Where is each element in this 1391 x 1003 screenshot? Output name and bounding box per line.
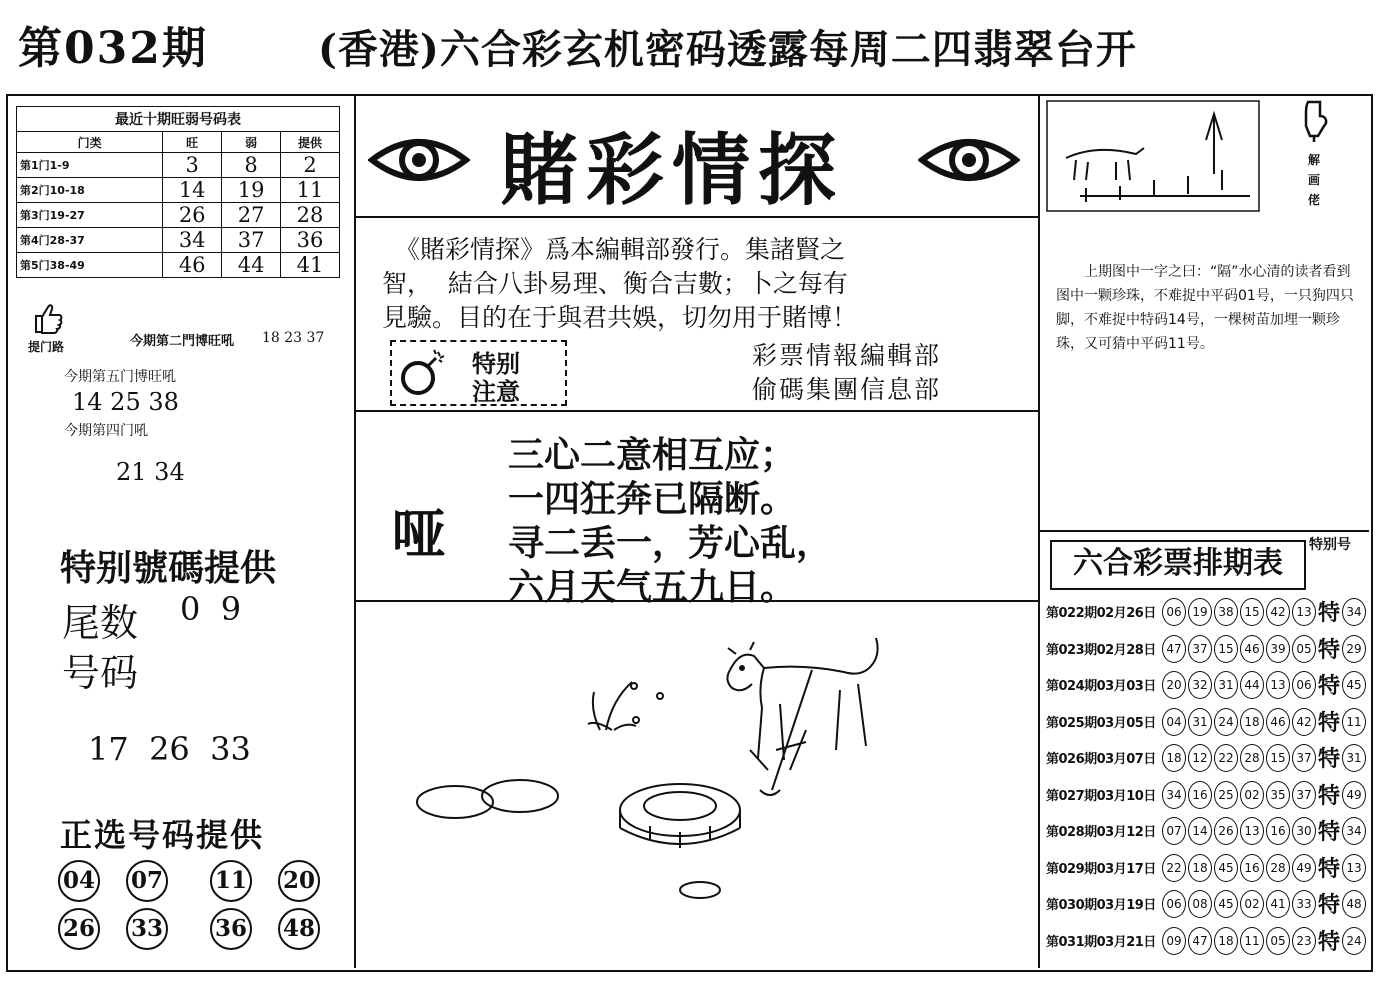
schedule-ball: 28 [1266,854,1290,882]
code-label: 号码 [62,651,139,695]
cell-wang: 34 [163,228,222,253]
schedule-date: 第026期03月07日 [1046,752,1156,767]
cell-ruo: 19 [222,178,281,203]
door5-numbers: 14 25 38 [72,388,179,416]
schedule-ball: 31 [1214,671,1238,699]
schedule-ball: 42 [1266,598,1290,626]
schedule-date: 第023期02月28日 [1046,642,1156,658]
schedule-special-ball: 49 [1342,781,1366,809]
cell-wang: 26 [163,203,222,228]
eye-icon [368,130,470,190]
bomb-icon [398,348,450,398]
stats-header: 提供 [281,132,340,153]
schedule-ball: 31 [1188,708,1212,736]
row-label: 第5门38-49 [17,253,163,278]
cell-wang: 14 [163,178,222,203]
stats-caption: 最近十期旺弱号码表 [17,107,340,132]
schedule-ball: 13 [1266,671,1290,699]
schedule-ball: 08 [1188,890,1212,918]
schedule-date: 第029期03月17日 [1046,861,1156,877]
schedule-date: 第031期03月21日 [1046,934,1156,950]
schedule-ball: 06 [1292,671,1316,699]
special-mark: 特 [1318,929,1341,955]
tail-label: 尾数 [62,601,139,645]
table-row [17,203,340,228]
riddle-poem [508,434,832,610]
schedule-ball: 39 [1266,635,1290,663]
poem-line: 六月天气五九日。 [508,567,797,608]
schedule-ball: 13 [1240,817,1264,845]
schedule-ball: 24 [1214,708,1238,736]
special-title: 特别號碼提供 [60,548,277,589]
schedule-ball: 05 [1292,635,1316,663]
schedule-special-ball: 34 [1342,817,1366,845]
schedule-ball: 45 [1214,890,1238,918]
schedule-ball: 32 [1188,671,1212,699]
schedule-ball: 02 [1240,890,1264,918]
schedule-ball: 16 [1188,781,1212,809]
schedule-ball: 07 [1162,817,1186,845]
cell-wang: 3 [163,153,222,178]
schedule-ball: 26 [1214,817,1238,845]
schedule-ball: 42 [1292,708,1316,736]
special-mark: 特 [1318,710,1341,736]
schedule-ball: 15 [1266,744,1290,772]
cell-ruo: 8 [222,153,281,178]
schedule-title: 六合彩票排期表 [1050,540,1306,590]
stats-header: 旺 [163,132,222,153]
number-ball: 07 [126,860,168,902]
schedule-date: 第024期03月03日 [1046,679,1156,694]
right-divider [1038,96,1040,968]
stats-header: 弱 [222,132,281,153]
schedule-special-ball: 45 [1342,671,1366,699]
schedule-special-ball: 31 [1342,744,1366,772]
number-ball: 20 [278,860,320,902]
schedule-special-ball: 13 [1342,854,1366,882]
number-ball: 48 [278,908,320,950]
poem-line: 一四狂奔已隔断。 [508,479,797,520]
schedule-special-ball: 11 [1342,708,1366,736]
cell-tigong: 11 [281,178,340,203]
schedule-ball: 22 [1214,744,1238,772]
cell-wang: 46 [163,253,222,278]
cell-ruo: 37 [222,228,281,253]
schedule-ball: 16 [1266,817,1290,845]
tips-icon-label: 提门路 [28,340,65,354]
intro-line: 《賭彩情探》爲本編輯部發行。集諸賢之 [395,235,846,264]
riddle-illustration [400,620,920,910]
schedule-ball: 47 [1188,927,1212,955]
schedule-special-ball: 48 [1342,890,1366,918]
riddle-image [1046,100,1260,212]
door5-label: 今期第五门博旺吼 [64,369,176,385]
schedule-ball: 12 [1188,744,1212,772]
schedule-ball: 02 [1240,781,1264,809]
table-row [17,253,340,278]
schedule-ball: 23 [1292,927,1316,955]
schedule-special-ball: 34 [1342,598,1366,626]
schedule-ball: 16 [1240,854,1264,882]
schedule-ball: 18 [1214,927,1238,955]
special-mark: 特 [1318,637,1341,663]
schedule-ball: 18 [1240,708,1264,736]
schedule-ball: 14 [1188,817,1212,845]
schedule-ball: 20 [1162,671,1186,699]
page-title: (香港)六合彩玄机密码透露每周二四翡翠台开 [318,26,1137,73]
schedule-ball: 49 [1292,854,1316,882]
schedule-ball: 15 [1240,598,1264,626]
special-mark: 特 [1318,893,1341,918]
selection-title: 正选号码提供 [60,816,265,854]
schedule-ball: 06 [1162,598,1186,626]
brand-title: 賭彩情探 [500,125,845,216]
pointing-hand-icon [1298,98,1332,144]
schedule-ball: 18 [1162,744,1186,772]
poem-line: 寻二丢一，芳心乱， [508,523,833,564]
intro-line: 見驗。目的在于與君共娛，切勿用于賭博！ [382,303,858,332]
riddle-char: 哑 [392,503,446,566]
schedule-ball: 37 [1292,744,1316,772]
row-label: 第3门19-27 [17,203,163,228]
schedule-ball: 47 [1162,635,1186,663]
code-numbers: 17 26 33 [88,730,251,768]
divider-schedule [1040,530,1369,532]
poem-line: 三心二意相互应； [508,435,797,476]
notice-line: 注意 [472,378,520,406]
table-row [17,228,340,253]
schedule-ball: 11 [1240,927,1264,955]
schedule-ball: 44 [1240,671,1264,699]
issue-number: 第032期 [18,23,208,74]
schedule-ball: 15 [1214,635,1238,663]
special-mark: 特 [1318,747,1341,772]
schedule-ball: 28 [1240,744,1264,772]
cell-tigong: 28 [281,203,340,228]
door2-numbers: 18 23 37 [262,330,325,346]
door4-label: 今期第四门吼 [64,423,148,439]
table-row [17,178,340,203]
left-divider [354,96,356,968]
schedule-ball: 38 [1214,598,1238,626]
cell-ruo: 44 [222,253,281,278]
schedule-ball: 37 [1188,635,1212,663]
special-mark: 特 [1318,820,1341,845]
stats-table [16,106,340,278]
table-row [17,153,340,178]
schedule-ball: 37 [1292,781,1316,809]
schedule-ball: 22 [1162,854,1186,882]
schedule-ball: 04 [1162,708,1186,736]
schedule-special-ball: 24 [1342,927,1366,955]
schedule-ball: 19 [1188,598,1212,626]
schedule-date: 第028期03月12日 [1046,825,1156,840]
stats-header: 门类 [17,132,163,153]
number-ball: 11 [210,860,252,902]
schedule-ball: 46 [1240,635,1264,663]
schedule-ball: 06 [1162,890,1186,918]
schedule-date: 第022期02月26日 [1046,606,1156,621]
schedule-ball: 13 [1292,598,1316,626]
schedule-ball: 34 [1162,781,1186,809]
special-mark: 特 [1318,601,1341,626]
special-mark: 特 [1318,783,1341,809]
number-ball: 36 [210,908,252,950]
row-label: 第1门1-9 [17,153,163,178]
publisher: 偷碼集團信息部 [752,375,942,404]
schedule-ball: 46 [1266,708,1290,736]
row-label: 第4门28-37 [17,228,163,253]
intro-line: 智， 結合八卦易理、衡合吉數；卜之每有 [382,269,848,298]
schedule-ball: 35 [1266,781,1290,809]
cell-tigong: 41 [281,253,340,278]
divider-intro [356,410,1038,412]
thumbs-up-icon [30,300,66,336]
cell-tigong: 36 [281,228,340,253]
schedule-ball: 09 [1162,927,1186,955]
number-ball: 33 [126,908,168,950]
cell-tigong: 2 [281,153,340,178]
schedule-ball: 33 [1292,890,1316,918]
row-label: 第2门10-18 [17,178,163,203]
schedule-ball: 45 [1214,854,1238,882]
schedule-date: 第027期03月10日 [1046,788,1156,804]
schedule-side-label: 特别号 [1309,537,1351,553]
number-ball: 04 [58,860,100,902]
schedule-date: 第030期03月19日 [1046,898,1156,913]
schedule-ball: 05 [1266,927,1290,955]
special-mark: 特 [1318,856,1341,882]
hint-label: 解画佬 [1307,153,1320,207]
tail-numbers: 0 9 [180,590,242,628]
door4-numbers: 21 34 [116,458,185,486]
schedule-special-ball: 29 [1342,635,1366,663]
clue-text: 上期图中一字之曰：“隔”水心清的读者看到图中一颗珍珠，不难捉中平码01号，一只狗四只脚，不难捉中特码14号，一棵树苗加埋一颗珍珠，又可猜中平码11号。 [1056,264,1354,352]
cell-ruo: 27 [222,203,281,228]
publisher: 彩票情報編輯部 [752,341,942,370]
schedule-ball: 18 [1188,854,1212,882]
schedule-ball: 30 [1292,817,1316,845]
special-mark: 特 [1318,674,1341,699]
notice-line: 特别 [472,350,520,378]
door2-label: 今期第二門博旺吼 [130,334,235,349]
schedule-ball: 25 [1214,781,1238,809]
number-ball: 26 [58,908,100,950]
schedule-date: 第025期03月05日 [1046,715,1156,731]
schedule-ball: 41 [1266,890,1290,918]
eye-icon [918,130,1020,190]
